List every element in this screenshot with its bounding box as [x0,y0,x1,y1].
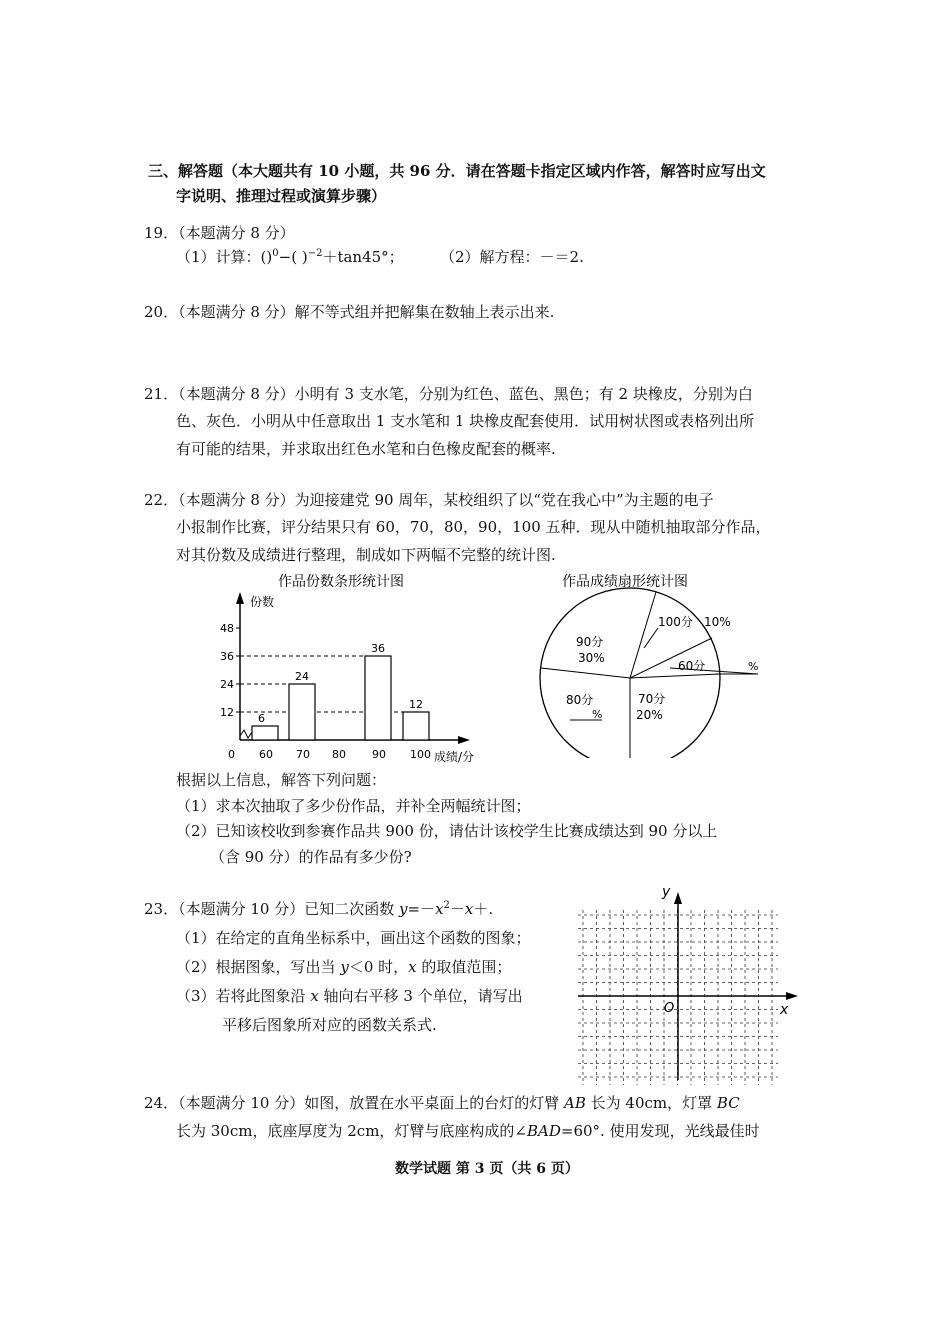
bar-chart-value-label: 24 [295,670,309,683]
grid-y-label: y [662,884,671,900]
grid-origin-label: O [664,1001,675,1016]
bar-chart-value-label: 36 [371,642,385,655]
q19-part1-paren-a: () [260,248,273,266]
pie-divider-80-90 [541,668,630,678]
q22-sub1: （1）求本次抽取了多少份作品，并补全两幅统计图； [176,797,531,815]
bar-chart-ytick-label: 36 [220,650,234,663]
q19-part1-exp-a: 0 [272,248,279,259]
bar-chart-xtick-label: 90 [372,748,386,761]
q21-line3: 有可能的结果，并求取出红色水笔和白色橡皮配套的概率. [176,440,556,458]
q21-text-line1: （本题满分 8 分）小明有 3 支水笔，分别为红色、蓝色、黑色；有 2 块橡皮，分别为白 [178,385,753,403]
q23-text-f: － [449,900,465,918]
q24-line1 [144,1092,740,1113]
q23-var-y: y [399,900,408,918]
pie-leader-100 [644,628,658,648]
pie-label-70-value: 20% [636,708,663,722]
bar-chart-bar [289,684,315,740]
bar-chart [200,568,500,768]
q23-number: 23． [144,900,179,918]
pie-chart-title: 作品成绩扇形统计图 [562,574,688,590]
bar-chart-origin: 0 [228,748,235,761]
q23-line1 [144,898,493,919]
pie-label-90-value: 30% [578,651,605,665]
pie-label-60-value: % [748,660,759,673]
pie-divider-60-70 [630,674,720,678]
grid-x-arrow [786,992,798,1000]
q22-line2: 小报制作比赛，评分结果只有 60，70，80，90，100 五种．现从中随机抽取部分作品， [176,518,771,536]
q22-sub2-line1: （2）已知该校收到参赛作品共 900 份，请估计该校学生比赛成绩达到 90 分以上 [176,822,718,840]
pie-label-60-name: 60分 [678,659,706,673]
q23-var-x: x [435,900,444,918]
q24-text-2a: 长为 30cm，底座厚度为 2cm，灯臂与底座构成的∠ [176,1122,527,1140]
pie-chart [520,568,780,758]
bar-chart-xtick-label: 80 [332,748,346,761]
q19-header [144,222,295,243]
q24-var-bad: BAD [527,1122,561,1140]
bar-chart-y-arrow [236,592,244,604]
q23-text-a: （本题满分 10 分）已知二次函数 [178,900,399,918]
q19-part2: （2）解方程：－＝2. [440,248,584,266]
q19-part1-end: ＋tan45°； [322,248,404,266]
q19-part1-exp-b: −2 [307,248,323,259]
q22-line1 [144,489,714,510]
bar-chart-value-label: 12 [409,698,423,711]
q23-var-x2: x [464,900,474,918]
q24-text-2c: =60°. 使用发现，光线最佳时 [560,1122,760,1140]
q22-sub2-line2: （含 90 分）的作品有多少份? [210,848,412,866]
bar-chart-bar [365,656,391,740]
q23-sub3 [176,985,523,1006]
pie-label-90-name: 90分 [576,635,604,649]
q20-text: （本题满分 8 分）解不等式组并把解集在数轴上表示出来. [178,303,555,321]
q24-text-c: 长为 40cm，灯罩 [585,1094,717,1112]
pie-label-100-name: 100分 [658,615,693,629]
bar-chart-bar [252,726,278,740]
section-heading-line1: 三、解答题（本大题共有 10 小题，共 96 分．请在答题卡指定区域内作答，解答时应写出文 [148,162,766,180]
pie-label-70-name: 70分 [638,692,666,706]
q23-sub2-var-x: x [408,958,417,976]
grid-y-arrow [674,892,682,904]
q23-sub2-a: （2）根据图象，写出当 [176,958,341,976]
q22-number: 22． [144,491,179,509]
coordinate-grid [578,880,808,1090]
q19-number: 19． [144,224,179,242]
page-footer: 数学试题 第 3 页（共 6 页） [395,1161,579,1177]
q24-var-ab: AB [564,1094,586,1112]
pie-label-100-value: 10% [704,615,731,629]
q19-part1-mid: −( ) [278,248,308,266]
bar-chart-ytick-label: 12 [220,706,234,719]
q23-sub3-c: 轴向右平移 3 个单位，请写出 [318,987,523,1005]
bar-chart-ytick-label: 24 [220,678,234,691]
q19-title: （本题满分 8 分） [178,224,295,242]
section-heading-line2: 字说明、推理过程或演算步骤） [176,187,387,205]
q23-sub2-e: 的取值范围； [416,958,512,976]
q23-sub1: （1）在给定的直角坐标系中，画出这个函数的图象； [176,929,531,947]
pie-divider-90-100 [630,592,656,678]
q19-part1 [176,246,404,267]
bar-chart-title: 作品份数条形统计图 [278,574,404,590]
q23-sub3-a: （3）若将此图象沿 [176,987,311,1005]
grid-x-label: x [780,1002,789,1018]
q23-sub3-line2: 平移后图象所对应的函数关系式. [222,1016,437,1034]
q23-text-h: ＋. [473,900,494,918]
q23-sub3-var-x: x [310,987,319,1005]
q24-var-bc: BC [716,1094,740,1112]
bar-chart-ytick-label: 48 [220,622,234,635]
q24-number: 24． [144,1094,179,1112]
q23-sub2 [176,956,511,977]
bar-chart-ylabel: 份数 [250,595,275,609]
bar-chart-xtick-label: 70 [296,748,310,761]
q24-text-a: （本题满分 10 分）如图，放置在水平桌面上的台灯的灯臂 [178,1094,564,1112]
bar-chart-x-arrow [458,736,470,744]
bar-chart-bar [403,712,429,740]
bar-chart-xtick-label: 60 [259,748,273,761]
q24-line2 [176,1120,760,1141]
pie-label-80-name: 80分 [566,693,594,707]
q23-sub2-var-y: y [340,958,349,976]
q20 [144,301,554,322]
q22-after: 根据以上信息，解答下列问题： [176,771,387,789]
q23-sub2-c: ＜0 时， [348,958,409,976]
q22-text-line1: （本题满分 8 分）为迎接建党 90 周年，某校组织了以“党在我心中”为主题的电子 [178,491,714,509]
bar-chart-xtick-label: 100 [410,748,431,761]
q21-line1 [144,383,753,404]
q21-number: 21． [144,385,179,403]
q22-line3: 对其份数及成绩进行整理，制成如下两幅不完整的统计图. [176,546,556,564]
q19-part1-prefix: （1）计算： [176,248,261,266]
q23-text-c: =－ [407,900,436,918]
q23-exp: 2 [443,900,450,911]
pie-label-80-value: % [592,708,603,721]
bar-chart-xlabel: 成绩/分 [434,750,475,764]
q20-number: 20． [144,303,179,321]
q21-line2: 色、灰色．小明从中任意取出 1 支水笔和 1 块橡皮配套使用．试用树状图或表格列出所 [176,412,755,430]
bar-chart-value-label: 6 [258,712,265,725]
